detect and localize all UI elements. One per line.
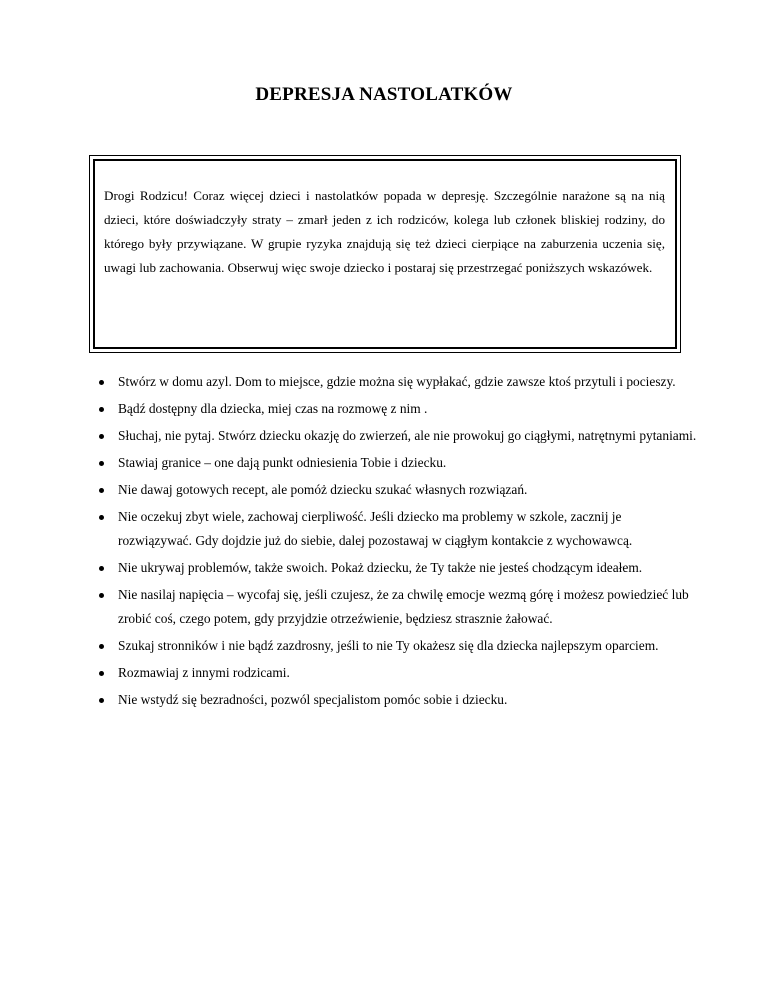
list-item [98, 556, 698, 580]
list-item [98, 451, 698, 475]
bullet-icon [99, 488, 104, 493]
tips-list [98, 370, 698, 715]
bullet-icon [99, 434, 104, 439]
list-item [98, 370, 698, 394]
bullet-icon [99, 566, 104, 571]
tip-text: Nie oczekuj zbyt wiele, zachowaj cierpliwość. Jeśli dziecko ma problemy w szkole, zacznij je rozwiązywać. Gdy dojdzie już do siebie, dalej pozostawaj w ciągłym kontakcie z wychowawcą. [118, 509, 633, 548]
list-item [98, 688, 698, 712]
tip-text: Szukaj stronników i nie bądź zazdrosny, jeśli to nie Ty okażesz się dla dziecka najlepszym oparciem. [118, 638, 659, 653]
tip-text: Rozmawiaj z innymi rodzicami. [118, 665, 290, 680]
tip-text: Nie wstydź się bezradności, pozwól specjalistom pomóc sobie i dziecku. [118, 692, 508, 707]
bullet-icon [99, 593, 104, 598]
document-title: DEPRESJA NASTOLATKÓW [255, 84, 513, 105]
tip-text: Bądź dostępny dla dziecka, miej czas na rozmowę z nim . [118, 401, 428, 416]
bullet-icon [99, 380, 104, 385]
list-item [98, 397, 698, 421]
list-item [98, 661, 698, 685]
bullet-icon [99, 671, 104, 676]
tip-text: Stawiaj granice – one dają punkt odniesienia Tobie i dziecku. [118, 455, 447, 470]
bullet-icon [99, 407, 104, 412]
tip-text: Stwórz w domu azyl. Dom to miejsce, gdzie można się wypłakać, gdzie zawsze ktoś przytuli i pocieszy. [118, 374, 676, 389]
tip-text: Nie nasilaj napięcia – wycofaj się, jeśli czujesz, że za chwilę emocje wezmą górę i możesz powiedzieć lub zrobić coś, czego potem, gdy przyjdzie otrzeźwienie, będziesz strasznie żałować. [118, 587, 689, 626]
bullet-icon [99, 644, 104, 649]
bullet-icon [99, 461, 104, 466]
list-item [98, 424, 698, 448]
tip-text: Nie ukrywaj problemów, także swoich. Pokaż dziecku, że Ty także nie jesteś chodzącym ideałem. [118, 560, 643, 575]
intro-paragraph: Drogi Rodzicu! Coraz więcej dzieci i nastolatków popada w depresję. Szczególnie narażone są na nią dzieci, które doświadczyły straty – zmarł jeden z ich rodziców, kolega lub członek bliskiej rodziny, do którego były przywiązane. W grupie ryzyka znajdują się też dzieci cierpiące na zaburzenia uczenia się, uwagi lub zachowania. Obserwuj więc swoje dziecko i postaraj się przestrzegać poniższych wskazówek. [104, 188, 665, 275]
bullet-icon [99, 698, 104, 703]
intro-box [93, 159, 677, 349]
list-item [98, 478, 698, 502]
list-item [98, 583, 698, 631]
tip-text: Nie dawaj gotowych recept, ale pomóż dziecku szukać własnych rozwiązań. [118, 482, 528, 497]
bullet-icon [99, 515, 104, 520]
list-item [98, 634, 698, 658]
list-item [98, 505, 698, 553]
tip-text: Słuchaj, nie pytaj. Stwórz dziecku okazję do zwierzeń, ale nie prowokuj go ciągłymi, natrętnymi pytaniami. [118, 428, 697, 443]
